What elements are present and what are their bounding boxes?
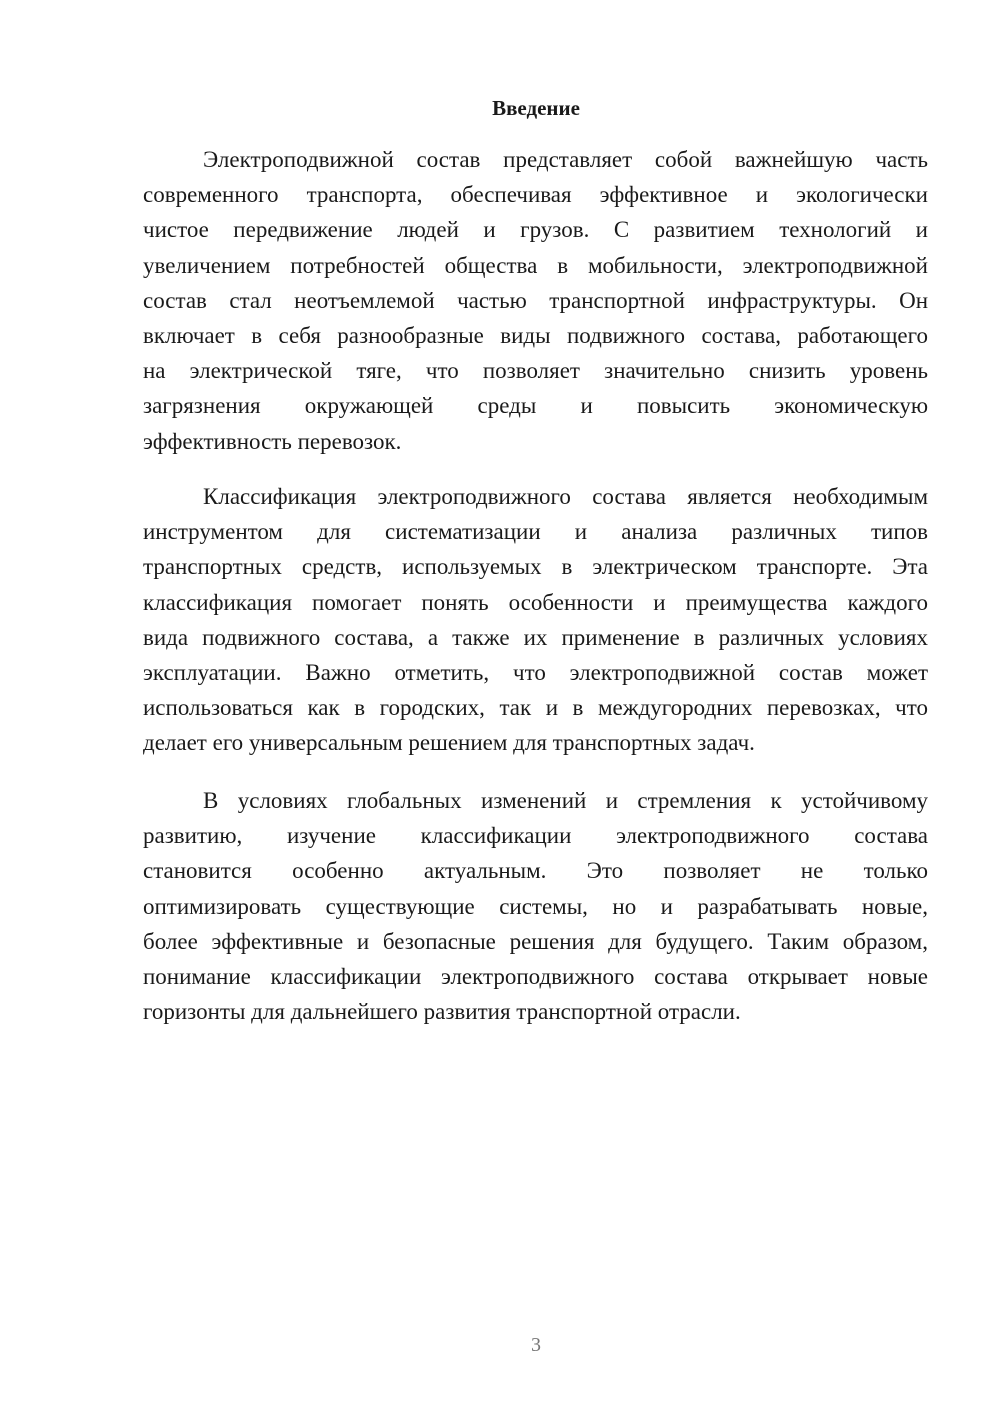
text-line: более эффективные и безопасные решения для будущего. Таким образом, bbox=[143, 928, 928, 954]
text-line: В условиях глобальных изменений и стремления к устойчивому bbox=[203, 788, 928, 813]
text-line: горизонты для дальнейшего развития транспортной отрасли. bbox=[143, 999, 741, 1025]
paragraph-2 bbox=[143, 479, 928, 761]
text-line: инструментом для систематизации и анализа различных типов bbox=[143, 519, 928, 545]
section-title: Введение bbox=[492, 96, 580, 120]
text-line: современного транспорта, обеспечивая эффективное и экологически bbox=[143, 182, 928, 208]
text-line: делает его универсальным решением для транспортных задач. bbox=[143, 730, 755, 756]
text-line: Электроподвижной состав представляет собой важнейшую часть bbox=[203, 147, 928, 172]
text-line: транспортных средств, используемых в электрическом транспорте. Эта bbox=[143, 554, 928, 580]
paragraph-3 bbox=[143, 783, 928, 1029]
text-line: вида подвижного состава, а также их применение в различных условиях bbox=[143, 624, 928, 650]
text-line: загрязнения окружающей среды и повысить экономическую bbox=[143, 393, 928, 419]
text-line: использоваться как в городских, так и в междугородних перевозках, что bbox=[143, 695, 928, 721]
text-line: оптимизировать существующие системы, но и разрабатывать новые, bbox=[143, 893, 928, 919]
text-line: развитию, изучение классификации электроподвижного состава bbox=[143, 823, 928, 849]
paragraph-1 bbox=[143, 142, 928, 459]
text-line: эксплуатации. Важно отметить, что электроподвижной состав может bbox=[143, 659, 928, 685]
text-line: классификация помогает понять особенности и преимущества каждого bbox=[143, 589, 928, 615]
page-number: 3 bbox=[531, 1334, 541, 1356]
text-line: эффективность перевозок. bbox=[143, 428, 402, 454]
text-line: включает в себя разнообразные виды подвижного состава, работающего bbox=[143, 322, 928, 348]
text-line: чистое передвижение людей и грузов. С развитием технологий и bbox=[143, 217, 928, 243]
text-line: становится особенно актуальным. Это позволяет не только bbox=[143, 858, 928, 884]
text-line: увеличением потребностей общества в мобильности, электроподвижной bbox=[143, 252, 928, 278]
text-line: на электрической тяге, что позволяет значительно снизить уровень bbox=[143, 358, 928, 384]
text-line: понимание классификации электроподвижного состава открывает новые bbox=[143, 963, 928, 989]
text-line: Классификация электроподвижного состава является необходимым bbox=[203, 484, 928, 509]
text-line: состав стал неотъемлемой частью транспортной инфраструктуры. Он bbox=[143, 287, 928, 313]
